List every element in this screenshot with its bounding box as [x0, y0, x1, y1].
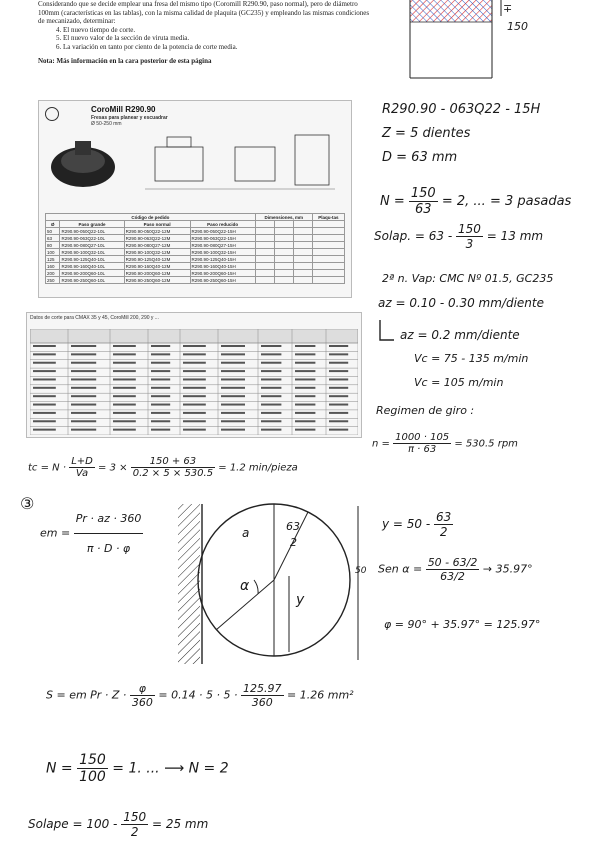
spindle-rhs: = 530.5 rpm — [454, 438, 518, 450]
tool-diameter: D = 63 mm — [382, 150, 458, 165]
tc-den2: 0.2 × 5 × 530.5 — [132, 468, 214, 479]
table-cell-empty — [293, 242, 312, 249]
radius-num-label: 63 — [286, 520, 300, 533]
catalog-coromill-table — [38, 100, 352, 298]
grid-cell-text — [221, 362, 245, 364]
grid-cell-text — [261, 362, 281, 364]
grid-cell-text — [329, 420, 348, 422]
tc-den: Va — [75, 468, 89, 479]
tc-num2: 150 + 63 — [131, 456, 215, 468]
table-row — [46, 263, 345, 270]
grid-cell-text — [33, 412, 56, 414]
grid-cell-text — [295, 345, 315, 347]
overlap-num: 150 — [458, 222, 481, 236]
table-cell-empty — [255, 277, 274, 284]
passes-new-rhs: = 1. ... ⟶ N = 2 — [112, 760, 229, 777]
table-cell: R290.90-200Q60-15H — [190, 270, 255, 277]
sketch-mark: ∓ — [503, 2, 513, 15]
em-num: Pr · az · 360 — [74, 512, 144, 534]
table-header-dims: Dimensiones, mm — [255, 214, 312, 221]
grid-cell-text — [33, 353, 56, 355]
grid-cell-text — [261, 395, 281, 397]
grid-cell-text — [113, 412, 136, 414]
grid-cell-text — [221, 370, 245, 372]
s-mid: = 0.14 · 5 · 5 · — [158, 688, 238, 702]
passes-num: 150 — [410, 186, 436, 201]
passes-den: 63 — [415, 202, 432, 217]
grid-cell-text — [113, 378, 136, 380]
table-cell-empty — [293, 235, 312, 242]
table-cell: R290.90-200Q60-12M — [124, 270, 190, 277]
grid-cell-text — [295, 404, 315, 406]
grid-cell-text — [113, 395, 136, 397]
grid-cell-text — [295, 395, 315, 397]
grid-cell-text — [329, 378, 348, 380]
catalog-logo — [45, 107, 59, 121]
table-cell: R290.90-125Q40-15H — [190, 256, 255, 263]
grid-cell-text — [183, 362, 206, 364]
table-cell-empty — [312, 242, 344, 249]
table-cell: R290.90-050Q22-10L — [60, 228, 124, 235]
table-cell: 125 — [46, 256, 60, 263]
grid-cell-text — [151, 362, 170, 364]
table-row — [46, 228, 345, 235]
table-cell-empty — [312, 270, 344, 277]
overlap-equation — [374, 222, 543, 251]
grid-cell-text — [71, 345, 96, 347]
table-cell: 200 — [46, 270, 60, 277]
grid-cell-text — [261, 420, 281, 422]
table-subheader-fine: Paso reducido — [190, 221, 255, 228]
note-text: Nota: Más información en la cara posterior de esta página — [38, 57, 212, 65]
grid-cell-text — [261, 378, 281, 380]
grid-cell-text — [113, 420, 136, 422]
table-header-code: Código de pedido — [46, 214, 256, 221]
em-den: π · D · φ — [86, 542, 131, 555]
grid-cell-text — [151, 412, 170, 414]
table-cell: 63 — [46, 235, 60, 242]
grid-cell-text — [33, 429, 56, 431]
table-cell: R290.90-100Q32-15H — [190, 249, 255, 256]
overlap-new-num: 150 — [123, 810, 147, 824]
overlap-new-lhs: Solape = 100 - — [28, 817, 118, 831]
question-item-4: 4. El nuevo tiempo de corte. — [56, 25, 136, 34]
grid-cell-text — [33, 378, 56, 380]
table-row — [46, 270, 345, 277]
grid-cell-text — [71, 387, 96, 389]
table-cell: R290.90-080Q27-10L — [60, 242, 124, 249]
y-equation — [382, 510, 453, 539]
s-den2: 360 — [251, 696, 273, 709]
table-row — [46, 249, 345, 256]
table-cell: 80 — [46, 242, 60, 249]
table-cell: R290.90-063Q22-15H — [190, 235, 255, 242]
catalog-subtitle: Fresas para planear y escuadrar — [91, 115, 168, 121]
table-cell: R290.90-250Q60-15H — [190, 277, 255, 284]
spindle-speed-equation — [372, 432, 518, 455]
overlap-new-equation — [28, 810, 208, 839]
passes-new-lhs: N = — [46, 760, 73, 777]
grid-cell-text — [221, 353, 245, 355]
table-cell: R290.90-080Q27-15H — [190, 242, 255, 249]
table-cell-empty — [293, 256, 312, 263]
grid-cell-text — [113, 345, 136, 347]
feed-range: az = 0.10 - 0.30 mm/diente — [378, 296, 544, 310]
table-cell-empty — [312, 249, 344, 256]
spindle-num: 1000 · 105 — [395, 432, 450, 443]
sine-den: 63/2 — [440, 570, 465, 583]
table-cell-empty — [312, 277, 344, 284]
grid-cell-text — [33, 362, 56, 364]
workpiece-drawing — [405, 0, 580, 80]
table-cell-empty — [255, 270, 274, 277]
grid-cell-text — [71, 362, 96, 364]
grid-cell-text — [113, 404, 136, 406]
table-cell-empty — [274, 270, 293, 277]
cutting-speed-selected: Vc = 105 m/min — [414, 376, 504, 389]
grid-cell-text — [183, 395, 206, 397]
grid-cell-text — [221, 345, 245, 347]
catalog-drawings — [45, 127, 345, 207]
table-cell-empty — [274, 235, 293, 242]
s-rhs: = 1.26 mm² — [287, 688, 354, 702]
grid-cell-text — [183, 345, 206, 347]
table-cell: R290.90-125Q40-12M — [124, 256, 190, 263]
catalog-spec-table — [45, 213, 345, 284]
table-cell: R290.90-050Q22-12M — [124, 228, 190, 235]
alpha-label: α — [240, 578, 250, 594]
table-cell-empty — [274, 277, 293, 284]
passes-new-den: 100 — [79, 769, 106, 785]
sketch-width-label: 150 — [507, 20, 528, 33]
grid-cell-text — [329, 370, 348, 372]
intro-text: Considerando que se decide emplear una fresa del mismo tipo (Coromill R290.90, paso normal), pero de diámetro 100mm (características en las tablas), con la misma calidad de plaquita (GC235) y empleando las mismas condiciones de mecanizado, determinar: — [38, 0, 370, 25]
table-cell-empty — [274, 228, 293, 235]
grid-cell-text — [329, 362, 348, 364]
y-den: 2 — [439, 525, 448, 539]
spindle-den: π · 63 — [407, 444, 437, 455]
grid-cell-text — [295, 362, 315, 364]
table-cell-empty — [293, 270, 312, 277]
tc-rhs: = 1.2 min/pieza — [218, 462, 298, 474]
grid-cell-text — [329, 353, 348, 355]
grid-header — [30, 329, 358, 343]
table-subheader-normal: Paso normal — [124, 221, 190, 228]
passes-new-num: 150 — [79, 752, 106, 768]
table-cell: 160 — [46, 263, 60, 270]
table-cell: 50 — [46, 228, 60, 235]
table-cell: R290.90-050Q22-15H — [190, 228, 255, 235]
grid-cell-text — [113, 387, 136, 389]
s-den: 360 — [131, 696, 153, 709]
engagement-diagram — [176, 494, 372, 664]
spindle-lhs: n = — [372, 438, 390, 450]
passes-new-equation — [46, 752, 229, 785]
grid-cell-text — [329, 412, 348, 414]
grid-cell-text — [261, 353, 281, 355]
table-cell: 250 — [46, 277, 60, 284]
grid-cell-text — [151, 353, 170, 355]
s-num: φ — [130, 682, 155, 696]
table-header-inserts: Plaqu-tas — [312, 214, 344, 221]
grid-cell-text — [183, 404, 206, 406]
grid-cell-text — [151, 404, 170, 406]
sine-equation — [378, 556, 533, 583]
table-cell: R290.90-200Q60-10L — [60, 270, 124, 277]
grid-cell-text — [221, 412, 245, 414]
grid-cell-text — [295, 412, 315, 414]
table-row — [46, 256, 345, 263]
feed-selected: az = 0.2 mm/diente — [400, 328, 520, 342]
table-subheader-d: Ø — [46, 221, 60, 228]
mean-chip-equation — [40, 512, 143, 555]
section-number: ③ — [20, 494, 35, 513]
passes-lhs: N = — [380, 194, 405, 209]
rotation-regime-label: Regimen de giro : — [376, 404, 475, 417]
passes-equation — [380, 186, 571, 217]
table-cell-empty — [274, 249, 293, 256]
grid-cell-text — [183, 370, 206, 372]
grid-cell-text — [261, 345, 281, 347]
grid-cell-text — [183, 429, 206, 431]
tc-num: L+D — [71, 456, 93, 467]
sine-lhs: Sen α = — [378, 562, 423, 576]
y-num: 63 — [436, 510, 452, 524]
grid-cell-text — [261, 429, 281, 431]
question-item-6: 6. La variación en tanto por ciento de la potencia de corte media. — [56, 42, 238, 51]
grid-cell-text — [329, 345, 348, 347]
grid-cell-text — [329, 387, 348, 389]
sine-rhs: → 35.97° — [482, 562, 533, 576]
table-cell-empty — [255, 235, 274, 242]
grid-cell-text — [71, 420, 96, 422]
grid-cell-text — [151, 429, 170, 431]
grid-cell-text — [33, 420, 56, 422]
workpiece-sketch — [405, 0, 580, 80]
grid-cell-text — [295, 429, 315, 431]
table-subheader-dim-3 — [293, 221, 312, 228]
table-row — [46, 277, 345, 284]
grid-cell-text — [71, 378, 96, 380]
grid-cell-text — [221, 395, 245, 397]
grid-cell-text — [151, 420, 170, 422]
table-cell-empty — [293, 228, 312, 235]
table-cell-empty — [274, 256, 293, 263]
passes-rhs: = 2, ... = 3 pasadas — [441, 194, 572, 209]
table-cell: 100 — [46, 249, 60, 256]
grid-cell-text — [295, 420, 315, 422]
selection-arrow — [376, 318, 396, 344]
tc-lhs: tc = N · — [28, 462, 66, 474]
width-label: 50 — [355, 566, 367, 576]
grid-cell-text — [295, 370, 315, 372]
grid-cell-text — [295, 353, 315, 355]
problem-statement — [38, 0, 373, 66]
y-lhs: y = 50 - — [382, 517, 431, 531]
grid-cell-text — [221, 387, 245, 389]
grid-cell-text — [329, 404, 348, 406]
table-subheader-insert — [312, 221, 344, 228]
grid-cell-text — [329, 429, 348, 431]
tool-code: R290.90 - 063Q22 - 15H — [382, 102, 541, 117]
table-cell-empty — [293, 263, 312, 270]
table-subheader-dim-2 — [274, 221, 293, 228]
grid-cell-text — [33, 370, 56, 372]
em-lhs: em = — [40, 526, 71, 540]
table-cell: R290.90-160Q40-15H — [190, 263, 255, 270]
grid-cell-text — [151, 387, 170, 389]
table-cell-empty — [255, 256, 274, 263]
cutting-time-equation — [28, 456, 298, 479]
grid-cell-text — [221, 429, 245, 431]
grid-cell-text — [33, 404, 56, 406]
table-cell-empty — [312, 228, 344, 235]
catalog-range: Ø 50-250 mm — [91, 121, 122, 127]
table-cell-empty — [312, 235, 344, 242]
cutting-speed-range: Vc = 75 - 135 m/min — [414, 352, 529, 365]
table-cell-empty — [274, 263, 293, 270]
s-lhs: S = em Pr · Z · — [46, 688, 127, 702]
table-cell: R290.90-125Q40-10L — [60, 256, 124, 263]
grid-cell-text — [261, 387, 281, 389]
table-cell: R290.90-250Q60-12M — [124, 277, 190, 284]
grid-cell-text — [261, 404, 281, 406]
cutting-data-title: Datos de corte para CMAX 35 y 45, CoroMill 200, 290 y ... — [30, 315, 159, 321]
insert-spec: 2ª n. Vap: CMC Nº 01.5, GC235 — [382, 272, 554, 285]
grid-cell-text — [113, 362, 136, 364]
grid-cell-text — [295, 387, 315, 389]
table-cell: R290.90-063Q22-10L — [60, 235, 124, 242]
overlap-den: 3 — [465, 237, 474, 251]
s-num2: 125.97 — [243, 682, 282, 695]
grid-cell-text — [33, 345, 56, 347]
grid-cell-text — [71, 412, 96, 414]
table-cell-empty — [293, 249, 312, 256]
grid-cell-text — [151, 345, 170, 347]
grid-cell-text — [221, 404, 245, 406]
grid-cell-text — [221, 420, 245, 422]
grid-cell-text — [113, 370, 136, 372]
grid-cell-text — [71, 429, 96, 431]
grid-cell-text — [261, 370, 281, 372]
grid-cell-text — [33, 395, 56, 397]
table-subheader-coarse: Paso grande — [60, 221, 124, 228]
table-cell: R290.90-160Q40-10L — [60, 263, 124, 270]
table-subheader-dim-1 — [255, 221, 274, 228]
table-cell-empty — [312, 256, 344, 263]
table-row — [46, 235, 345, 242]
grid-cell-text — [71, 404, 96, 406]
overlap-rhs: = 13 mm — [486, 229, 544, 243]
grid-cell-text — [71, 353, 96, 355]
table-cell-empty — [293, 277, 312, 284]
section-area-equation — [46, 682, 354, 709]
catalog-title: CoroMill R290.90 — [91, 105, 156, 114]
grid-cell-text — [221, 378, 245, 380]
grid-cell-text — [183, 353, 206, 355]
table-cell: R290.90-100Q32-12M — [124, 249, 190, 256]
cutting-data-grid — [30, 329, 358, 435]
grid-cell-text — [71, 370, 96, 372]
grid-cell-text — [261, 412, 281, 414]
overlap-new-den: 2 — [130, 825, 139, 839]
table-cell: R290.90-080Q27-12M — [124, 242, 190, 249]
table-cell-empty — [255, 242, 274, 249]
grid-cell-text — [183, 412, 206, 414]
table-cell-empty — [255, 228, 274, 235]
grid-cell-text — [183, 378, 206, 380]
table-cell-empty — [312, 263, 344, 270]
grid-cell-text — [151, 370, 170, 372]
angle-equation: φ = 90° + 35.97° = 125.97° — [384, 618, 541, 631]
y-label: y — [296, 592, 305, 608]
grid-cell-text — [113, 353, 136, 355]
table-cell-empty — [274, 242, 293, 249]
question-item-5: 5. El nuevo valor de la sección de viruta media. — [56, 34, 190, 42]
grid-cell-text — [151, 378, 170, 380]
table-cell: R290.90-160Q40-12M — [124, 263, 190, 270]
table-cell: R290.90-250Q60-10L — [60, 277, 124, 284]
grid-cell-text — [183, 420, 206, 422]
teeth-count: Z = 5 dientes — [382, 126, 471, 141]
grid-cell-text — [183, 387, 206, 389]
grid-cell-text — [33, 387, 56, 389]
table-row — [46, 242, 345, 249]
table-cell-empty — [255, 263, 274, 270]
overlap-new-rhs: = 25 mm — [151, 817, 209, 831]
sine-num: 50 - 63/2 — [427, 556, 478, 569]
grid-cell-text — [71, 395, 96, 397]
table-cell: R290.90-063Q22-12M — [124, 235, 190, 242]
grid-cell-text — [329, 395, 348, 397]
table-cell-empty — [255, 249, 274, 256]
grid-cell-text — [113, 429, 136, 431]
catalog-cutting-data-table — [26, 312, 362, 438]
grid-cell-text — [295, 378, 315, 380]
table-cell: R290.90-100Q32-10L — [60, 249, 124, 256]
a-label: a — [242, 526, 250, 540]
tc-mid: = 3 × — [98, 462, 128, 474]
grid-cell-text — [151, 395, 170, 397]
radius-den-label: 2 — [290, 536, 297, 549]
overlap-lhs: Solap. = 63 - — [374, 229, 453, 243]
